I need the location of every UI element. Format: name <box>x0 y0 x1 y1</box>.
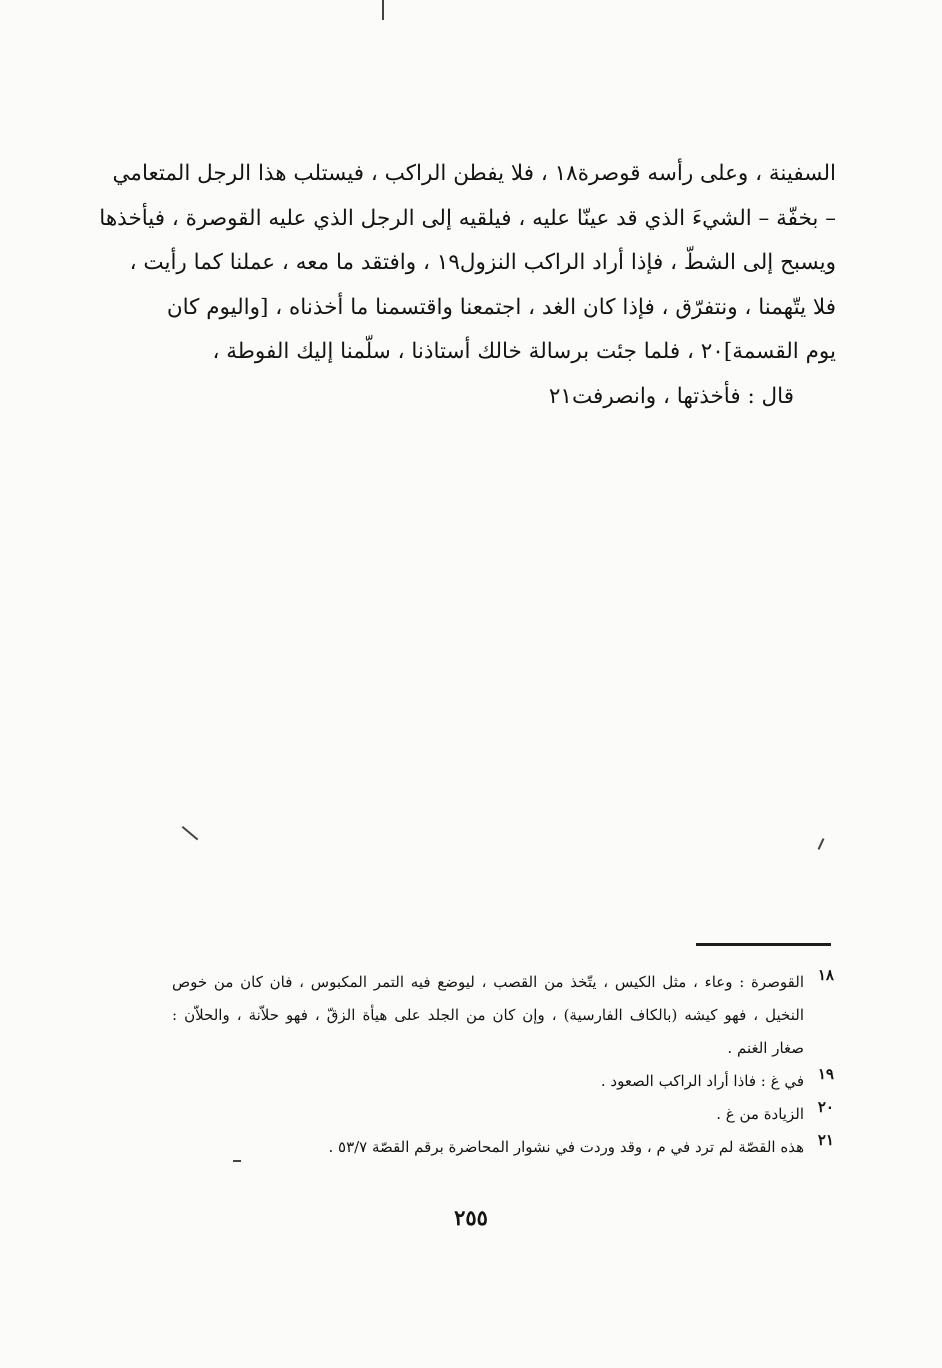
footnote-20 <box>172 1098 834 1131</box>
footnote-19 <box>172 1065 834 1098</box>
footnote-line: القوصرة : وعاء ، مثل الكيس ، يتّخذ من القصب ، ليوضع فيه التمر المكبوس ، فان كان من خوص <box>172 973 804 991</box>
footnotes <box>172 966 834 1164</box>
text-line: قال : فأخذتها ، وانصرفت٢١ <box>548 383 794 409</box>
footnote-number: ١٨ <box>817 966 834 984</box>
scan-mark-left <box>182 826 199 840</box>
footnote-line: صغار الغنم . <box>727 1039 804 1057</box>
footnote-line: في غ : فاذا أراد الراكب الصعود . <box>600 1072 804 1090</box>
footnote-line: الزيادة من غ . <box>716 1105 804 1123</box>
text-line: يوم القسمة]٢٠ ، فلما جئت برسالة خالك أستاذنا ، سلّمنا إليك الفوطة ، <box>212 339 836 364</box>
text-line: فلا يتّهمنا ، ونتفرّق ، فإذا كان الغد ، اجتمعنا واقتسمنا ما أخذناه ، [واليوم كان <box>166 294 836 320</box>
footnote-line: هذه القصّة لم ترد في م ، وقد وردت في نشوار المحاضرة برقم القصّة ٥٣/٧ . <box>328 1138 804 1156</box>
main-text <box>99 152 836 419</box>
footnote-separator <box>696 943 831 946</box>
page-number: ٢٥٥ <box>454 1205 488 1230</box>
footnote-number: ٢١ <box>817 1131 834 1149</box>
text-line: ويسبح إلى الشطّ ، فإذا أراد الراكب النزول١٩ ، وافتقد ما معه ، عملنا كما رأيت ، <box>129 250 836 275</box>
footnote-line: النخيل ، فهو كيشه (بالكاف الفارسية) ، وإن كان من الجلد على هيأة الزقّ ، فهو حلاّنة ، والحلاّن : <box>172 1006 804 1024</box>
footnote-number: ١٩ <box>817 1065 834 1083</box>
footnote-number: ٢٠ <box>817 1098 834 1116</box>
text-line: – بخفّة – الشيءَ الذي قد عينّا عليه ، فيلقيه إلى الرجل الذي عليه القوصرة ، فيأخذها <box>99 205 836 231</box>
scan-mark-top <box>382 0 384 20</box>
footnote-18 <box>172 966 834 1065</box>
scan-mark-right <box>818 838 825 850</box>
footnote-21 <box>172 1131 834 1164</box>
text-line: السفينة ، وعلى رأسه قوصرة١٨ ، فلا يفطن الراكب ، فيستلب هذا الرجل المتعامي <box>112 161 836 186</box>
